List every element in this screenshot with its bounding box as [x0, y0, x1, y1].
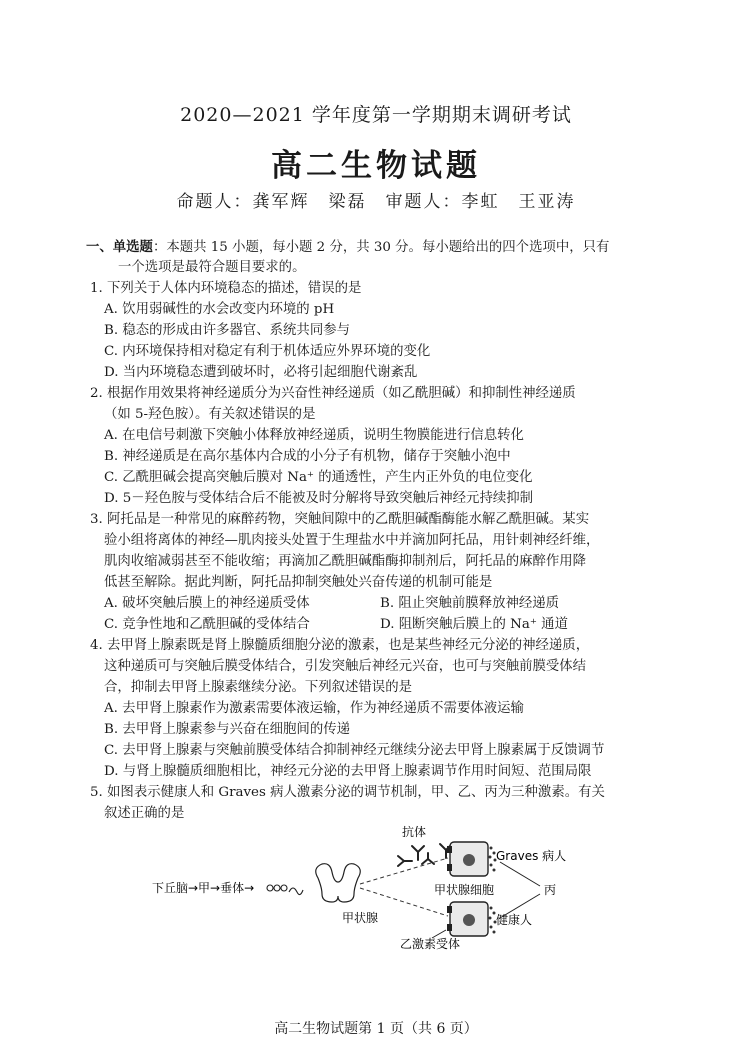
q2-option-a: A. 在电信号刺激下突触小体释放神经递质，说明生物膜能进行信息转化: [104, 428, 524, 443]
q1-option-b: B. 稳态的形成由许多器官、系统共同参与: [104, 323, 350, 338]
q4-stem-line2: 这种递质可与突触后膜受体结合，引发突触后神经元兴奋，也可与突触前膜受体结: [104, 659, 587, 674]
figure-label-thyroid-cell: 甲状腺细胞: [434, 883, 495, 897]
figure-label-pathway: 下丘脑→甲→垂体→: [152, 881, 255, 895]
figure-label-antibody: 抗体: [402, 825, 427, 839]
section-label: 一、单选题: [86, 239, 153, 255]
q1-option-a: A. 饮用弱碱性的水会改变内环境的 pH: [104, 302, 335, 317]
q5-figure: [150, 822, 590, 994]
hormone-dots: [267, 885, 287, 891]
q5-stem-line2: 叙述正确的是: [104, 806, 185, 821]
q2-option-c: C. 乙酰胆碱会提高突触后膜对 Na⁺ 的通透性，产生内正外负的电位变化: [104, 470, 533, 485]
q2-stem-line1: 2. 根据作用效果将神经递质分为兴奋性神经递质（如乙酰胆碱）和抑制性神经递质: [90, 386, 576, 401]
q1-option-d: D. 当内环境稳态遭到破坏时，必将引起细胞代谢紊乱: [104, 365, 418, 380]
q4-stem-line3: 合，抑制去甲肾上腺素继续分泌。下列叙述错误的是: [104, 680, 412, 695]
page-footer: 高二生物试题第 1 页（共 6 页）: [274, 1021, 478, 1037]
figure-label-healthy: 健康人: [496, 913, 533, 927]
authors-line: 命题人：龚军辉 梁磊 审题人：李虹 王亚涛: [176, 192, 576, 212]
q1-option-c: C. 内环境保持相对稳定有利于机体适应外界环境的变化: [104, 344, 431, 359]
q3-option-b: B. 阻止突触前膜释放神经递质: [380, 596, 560, 611]
q2-option-b: B. 神经递质是在高尔基体内合成的小分子有机物，储存于突触小泡中: [104, 449, 511, 464]
figure-label-thyroid-gland: 甲状腺: [342, 911, 379, 925]
q5-stem-line1: 5. 如图表示健康人和 Graves 病人激素分泌的调节机制，甲、乙、丙为三种激素。有关: [90, 785, 605, 800]
section-intro-line1: [86, 237, 609, 258]
q4-option-d: D. 与肾上腺髓质细胞相比，神经元分泌的去甲肾上腺素调节作用时间短、范围局限: [104, 764, 592, 779]
figure-label-graves: Graves 病人: [496, 849, 567, 863]
figure-label-receptor: 乙激素受体: [400, 937, 461, 951]
hormone-squiggle: [289, 888, 303, 895]
figure-label-bing: 丙: [544, 883, 557, 897]
q3-stem-line4: 低甚至解除。据此判断，阿托品抑制突触处兴奋传递的机制可能是: [104, 575, 493, 590]
q3-option-d: D. 阻断突触后膜上的 Na⁺ 通道: [380, 617, 568, 632]
q4-option-c: C. 去甲肾上腺素与突触前膜受体结合抑制神经元继续分泌去甲肾上腺素属于反馈调节: [104, 743, 605, 758]
q3-stem-line1: 3. 阿托品是一种常见的麻醉药物，突触间隙中的乙酰胆碱酯酶能水解乙酰胆碱。某实: [90, 512, 590, 527]
healthy-thyroid-cell: [447, 902, 497, 936]
q3-option-a: A. 破坏突触后膜上的神经递质受体: [104, 596, 310, 611]
q2-option-d: D. 5－羟色胺与受体结合后不能被及时分解将导致突触后神经元持续抑制: [104, 491, 534, 506]
subject-title: 高二生物试题: [271, 148, 481, 184]
q1-stem: 1. 下列关于人体内环境稳态的描述，错误的是: [90, 281, 362, 296]
q4-option-a: A. 去甲肾上腺素作为激素需要体液运输，作为神经递质不需要体液运输: [104, 701, 524, 716]
q2-stem-line2: （如 5-羟色胺）。有关叙述错误的是: [104, 407, 316, 422]
q3-stem-line3: 肌肉收缩减弱甚至不能收缩；再滴加乙酰胆碱酯酶抑制剂后，阿托品的麻醉作用降: [104, 554, 587, 569]
section-intro-line2: 一个选项是最符合题目要求的。: [118, 260, 306, 275]
bing-lines: [500, 862, 540, 918]
graves-thyroid-cell: [447, 842, 497, 876]
q4-stem-line1: 4. 去甲肾上腺素既是肾上腺髓质细胞分泌的激素，也是某些神经元分泌的神经递质，: [90, 638, 590, 653]
thyroid-gland-shape: [316, 864, 361, 902]
q3-stem-line2: 验小组将离体的神经—肌肉接头处置于生理盐水中并滴加阿托品，用针刺神经纤维，: [104, 533, 600, 548]
q3-option-c: C. 竞争性地和乙酰胆碱的受体结合: [104, 617, 310, 632]
exam-title: 2020—2021 学年度第一学期期末调研考试: [180, 104, 572, 126]
q4-option-b: B. 去甲肾上腺素参与兴奋在细胞间的传递: [104, 722, 350, 737]
section-intro-text: ：本题共 15 小题，每小题 2 分，共 30 分。每小题给出的四个选项中，只有: [152, 240, 610, 255]
antibody-shapes: [398, 844, 452, 866]
